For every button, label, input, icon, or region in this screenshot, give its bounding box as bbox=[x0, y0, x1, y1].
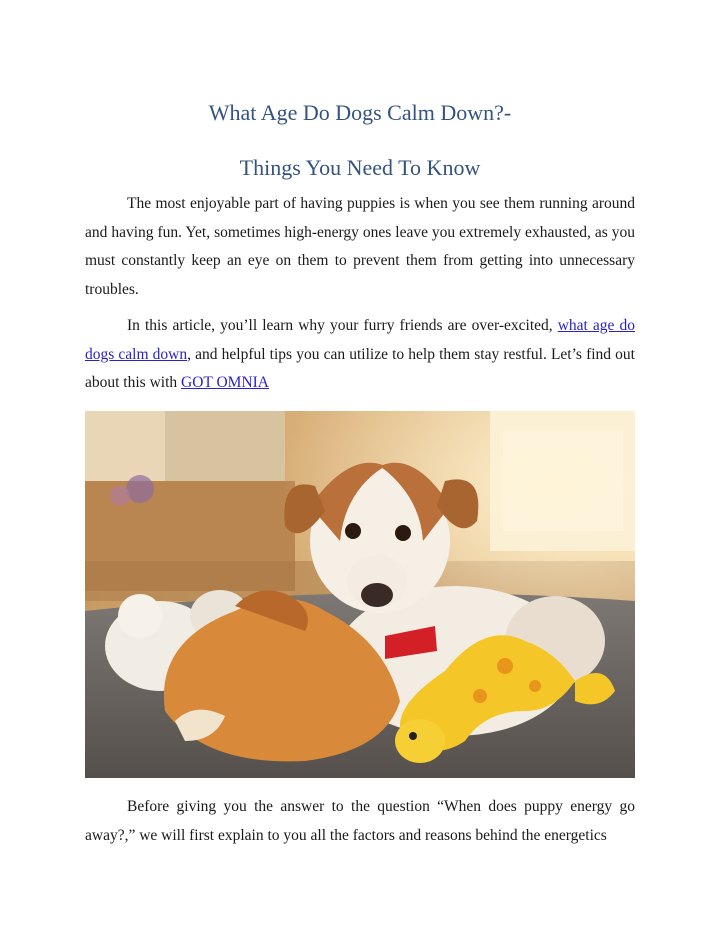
dog-photo-illustration bbox=[85, 411, 635, 778]
got-omnia-link[interactable]: GOT OMNIA bbox=[181, 374, 269, 392]
paragraph-text-middle: , and helpful tips you can utilize to help them stay restful. Let’s find out about this with bbox=[85, 345, 635, 392]
closing-paragraph bbox=[85, 793, 635, 850]
what-age-link[interactable]: what age do dogs calm down bbox=[85, 317, 635, 363]
dog-with-toys-photo bbox=[85, 411, 635, 778]
paragraph-text-start: In this article, you’ll learn why your furry friends are over-excited, bbox=[127, 317, 558, 334]
article-title-line-1: What Age Do Dogs Calm Down?- bbox=[208, 100, 512, 125]
article-title-line-2: Things You Need To Know bbox=[239, 155, 481, 180]
intro-paragraph-text: The most enjoyable part of having puppies is when you see them running around and having fun. Yet, sometimes high-energy ones leave you extremely exhausted, as you must constantly keep an eye on them to prevent them from getting into unnecessary troubles. bbox=[85, 195, 635, 298]
closing-paragraph-text: Before giving you the answer to the question “When does puppy energy go away?,” we will first explain to you all the factors and reasons behind the energetics bbox=[85, 798, 635, 844]
article-paragraph bbox=[85, 312, 635, 398]
intro-paragraph bbox=[85, 190, 635, 304]
